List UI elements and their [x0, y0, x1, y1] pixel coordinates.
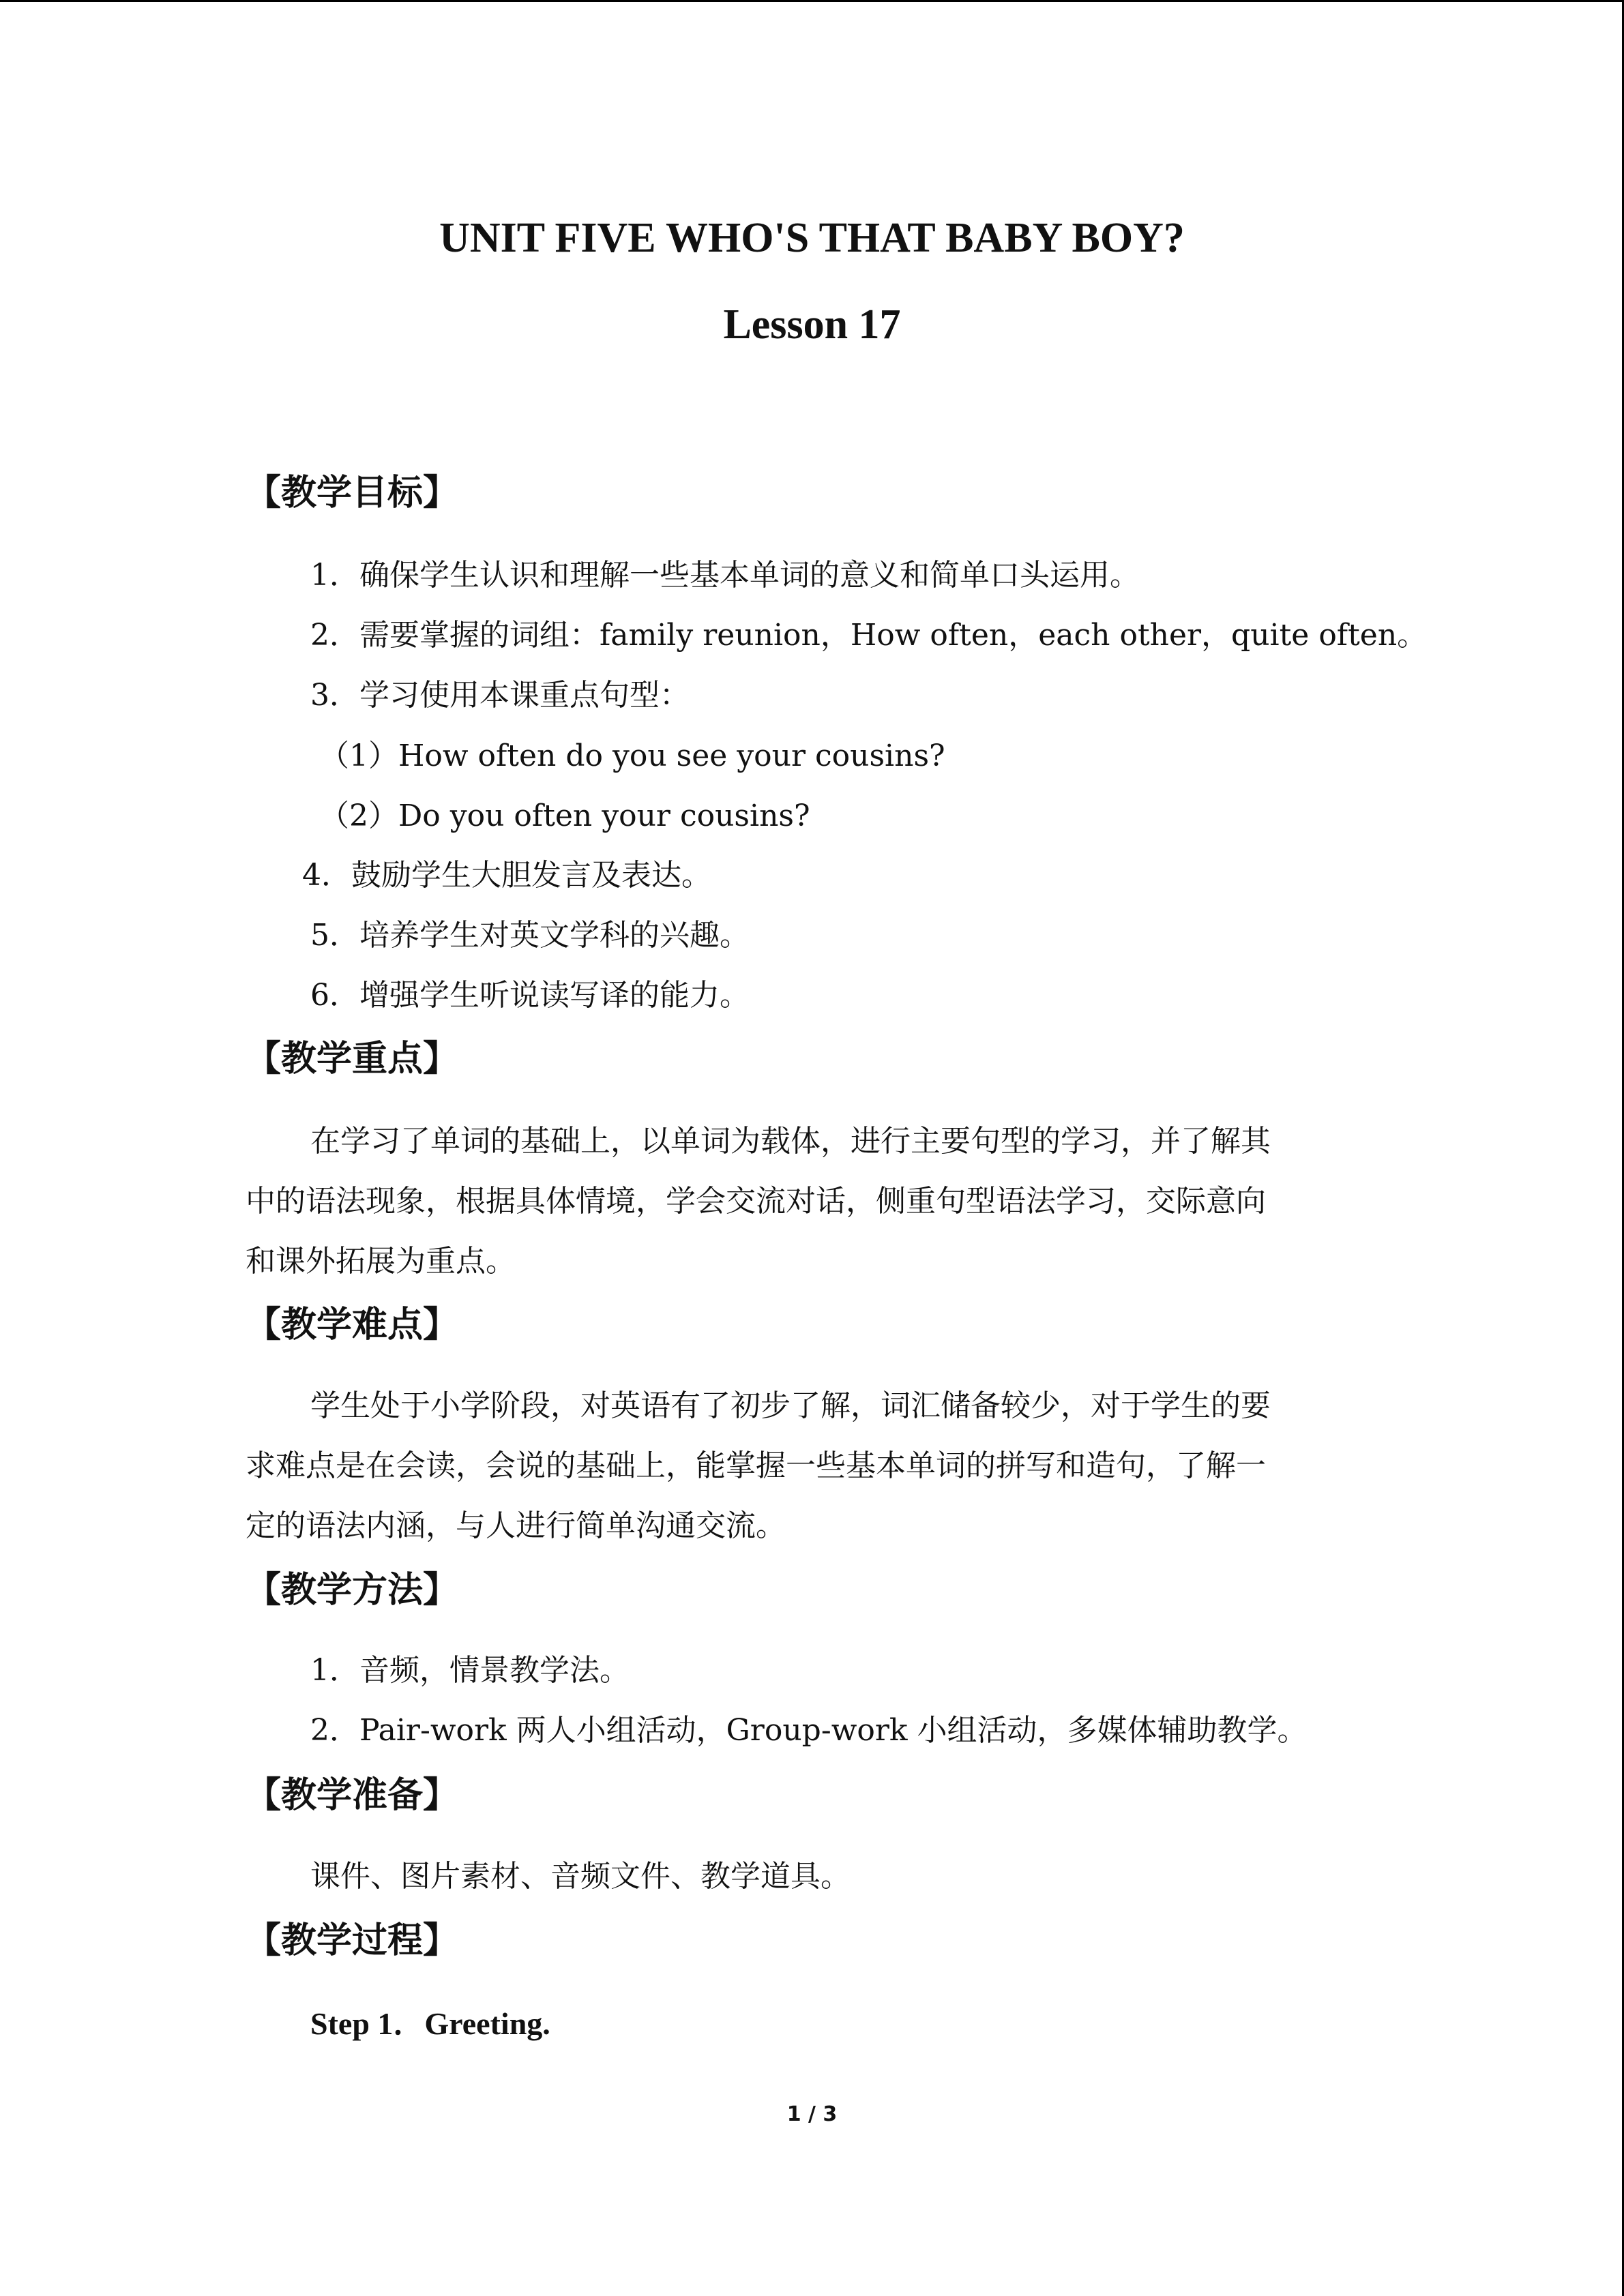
objective-item: 4．鼓励学生大胆发言及表达。	[302, 858, 711, 893]
section-heading-difficulties: 【教学难点】	[246, 1304, 459, 1345]
difficulties-text: 求难点是在会读，会说的基础上，能掌握一些基本单词的拼写和造句，了解一	[246, 1448, 1266, 1483]
document-subtitle: Lesson 17	[723, 301, 901, 348]
objective-item: 6．增强学生听说读写译的能力。	[310, 978, 750, 1013]
objective-item: 1．确保学生认识和理解一些基本单词的意义和简单口头运用。	[310, 558, 1140, 593]
preparation-text: 课件、图片素材、音频文件、教学道具。	[310, 1859, 851, 1894]
section-heading-process: 【教学过程】	[246, 1920, 459, 1961]
difficulties-text: 学生处于小学阶段，对英语有了初步了解，词汇储备较少，对于学生的要	[310, 1388, 1271, 1423]
method-item: 1．音频，情景教学法。	[310, 1653, 630, 1688]
process-step-1: Step 1．Greeting.	[310, 2006, 550, 2041]
document-title: UNIT FIVE WHO'S THAT BABY BOY?	[439, 215, 1185, 261]
section-heading-key-points: 【教学重点】	[246, 1039, 459, 1079]
key-points-text: 和课外拓展为重点。	[246, 1244, 516, 1279]
objective-subitem: （1）How often do you see your cousins?	[319, 739, 945, 773]
method-item: 2．Pair-work 两人小组活动，Group-work 小组活动，多媒体辅助教学。	[310, 1713, 1308, 1748]
key-points-text: 在学习了单词的基础上，以单词为载体，进行主要句型的学习，并了解其	[310, 1124, 1271, 1159]
page-top-border	[0, 0, 1624, 2]
key-points-text: 中的语法现象，根据具体情境，学会交流对话，侧重句型语法学习，交际意向	[246, 1184, 1266, 1219]
section-heading-objectives: 【教学目标】	[246, 473, 459, 513]
difficulties-text: 定的语法内涵，与人进行简单沟通交流。	[246, 1508, 786, 1543]
page-number: 1 / 3	[786, 2102, 838, 2126]
objective-item: 2．需要掌握的词组：family reunion，How often，each other，quite often。	[310, 618, 1428, 653]
objective-item: 5．培养学生对英文学科的兴趣。	[310, 918, 750, 953]
objective-subitem: （2）Do you often your cousins?	[319, 799, 810, 833]
section-heading-preparation: 【教学准备】	[246, 1775, 459, 1816]
section-heading-methods: 【教学方法】	[246, 1570, 459, 1611]
objective-item: 3．学习使用本课重点句型：	[310, 678, 690, 713]
